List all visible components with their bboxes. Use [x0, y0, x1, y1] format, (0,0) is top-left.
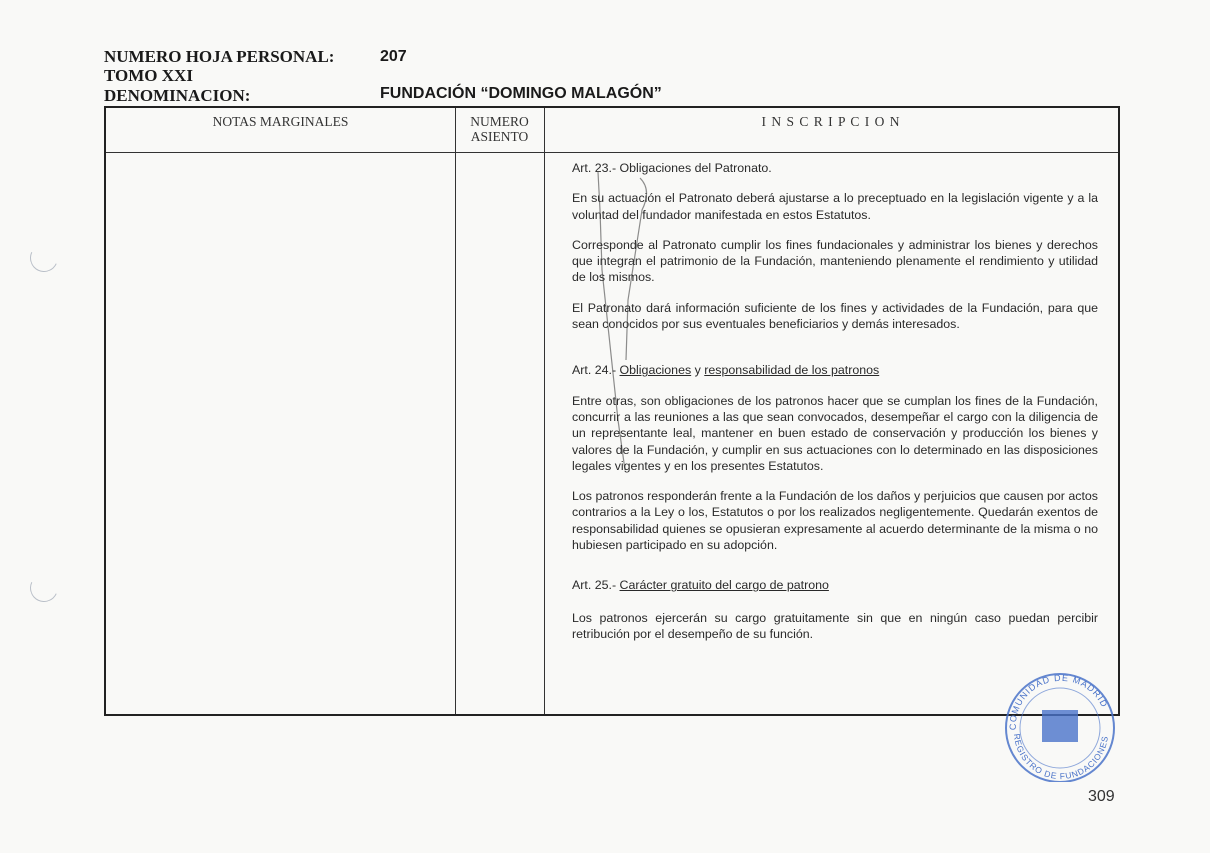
art25-title-text: Carácter gratuito del cargo de patrono	[619, 578, 829, 593]
art24-prefix: Art. 24.-	[572, 363, 620, 378]
art24-paragraph-2: Los patronos responderán frente a la Fundación de los daños y perjuicios que causen por actos contrarios a la Ley o los, Estatutos o por los realizados negligentemente. Quedarán exentos de responsabilidad quienes se opusieran expresamente al acuerdo determinante de la misma o no hubiesen participado en su adopción.	[572, 489, 1098, 553]
inscription-content	[572, 160, 1098, 642]
col-numero-line2: ASIENTO	[470, 129, 529, 144]
denominacion-label: DENOMINACION:	[104, 86, 251, 105]
page-number: 309	[1088, 788, 1115, 805]
inscription-table	[104, 106, 1120, 716]
art24-title	[572, 362, 1098, 378]
registro-fundaciones-stamp	[998, 672, 1122, 782]
art25-title	[572, 577, 1098, 593]
art24-title-a: Obligaciones	[619, 363, 692, 378]
stamp-text-top: COMUNIDAD DE MADRID	[1007, 672, 1110, 731]
art25-paragraph-1: Los patronos ejercerán su cargo gratuitamente sin que en ningún caso puedan percibir retribución por el desempeño de su función.	[572, 610, 1098, 641]
col-notas-marginales: NOTAS MARGINALES	[212, 114, 349, 129]
art24-title-b: y	[691, 363, 705, 378]
art23-paragraph-3: El Patronato dará información suficiente de los fines y actividades de la Fundación, para que sean conocidos por sus eventuales beneficiarios y demás interesados.	[572, 300, 1098, 332]
col-numero-asiento	[455, 114, 544, 144]
hoja-label: NUMERO HOJA PERSONAL:	[104, 47, 335, 66]
col-inscripcion: I N S C R I P C I O N	[761, 114, 901, 129]
art24-title-c: responsabilidad de los patronos	[704, 363, 880, 378]
stamp-emblem	[1042, 710, 1078, 742]
binder-hole-bottom	[26, 570, 62, 606]
column-divider-1	[455, 108, 456, 714]
art23-paragraph-2: Corresponde al Patronato cumplir los fines fundacionales y administrar los bienes y derechos que integran el patrimonio de la Fundación, manteniendo plenamente el rendimiento y utilidad de los mismos.	[572, 237, 1098, 285]
hoja-value: 207	[380, 48, 407, 65]
art25-prefix: Art. 25.-	[572, 578, 620, 593]
denominacion-value: FUNDACIÓN “DOMINGO MALAGÓN”	[380, 85, 662, 102]
stamp-text-bottom: REGISTRO DE FUNDACIONES	[1011, 733, 1110, 782]
header-divider	[106, 152, 1118, 153]
col-numero-line1: NUMERO	[470, 114, 529, 129]
art24-paragraph-1: Entre otras, son obligaciones de los patronos hacer que se cumplan los fines de la Fundación, concurrir a las reuniones a las que sean convocados, desempeñar el cargo con la diligencia de un representante leal, mantener en buen estado de conservación y producción los bienes y valores de la Fundación, y cumplir en sus actuaciones con lo determinado en las disposiciones legales vigentes y en los presentes Estatutos.	[572, 393, 1098, 473]
tomo-label: TOMO XXI	[104, 66, 193, 85]
column-divider-2	[544, 108, 545, 714]
art23-title: Art. 23.- Obligaciones del Patronato.	[572, 161, 772, 175]
art23-paragraph-1: En su actuación el Patronato deberá ajustarse a lo preceptuado en la legislación vigente y a la voluntad del fundador manifestada en estos Estatutos.	[572, 191, 1098, 222]
binder-hole-top	[26, 240, 62, 276]
